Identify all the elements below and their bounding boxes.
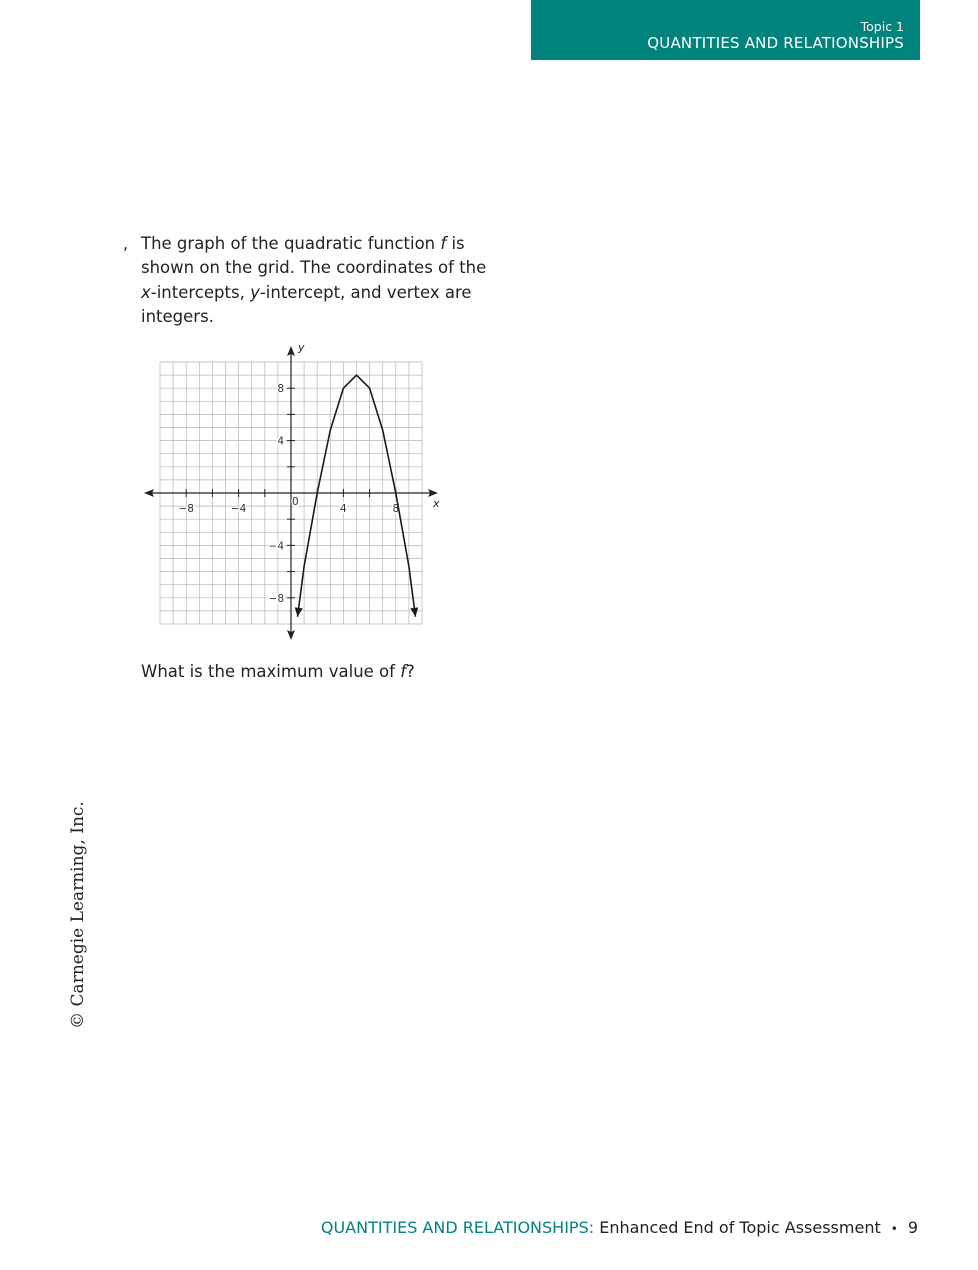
y-tick-label: −8 (268, 592, 284, 605)
copyright-notice: © Carnegie Learning, Inc. (68, 801, 88, 1029)
prompt-text: What is the maximum value of (141, 662, 401, 681)
page-number: 9 (907, 1218, 918, 1237)
q-var-x: x (141, 282, 151, 302)
q-var-f: f (440, 234, 447, 253)
x-axis-label: x (433, 497, 440, 510)
footer-separator: • (890, 1222, 898, 1236)
topic-number: Topic 1 (860, 19, 904, 34)
x-tick-label: −8 (178, 503, 194, 515)
y-tick-label: −4 (268, 540, 284, 553)
q-text-4: -intercept, and vertex are integers. (141, 282, 472, 326)
quadratic-graph (138, 338, 443, 648)
y-tick-label: 4 (277, 435, 284, 448)
prompt-end: ? (406, 662, 415, 681)
prompt-var-f: f (400, 662, 407, 681)
q-text-2: is shown on the grid. The coordinates of the (141, 234, 487, 278)
y-axis-label: y (298, 341, 305, 354)
question-marker: , (123, 234, 129, 253)
x-tick-label: −4 (230, 503, 247, 515)
footer-topic: QUANTITIES AND RELATIONSHIPS: (320, 1218, 595, 1237)
question-prompt (141, 660, 415, 684)
footer-title: Enhanced End of Topic Assessment (594, 1218, 881, 1237)
topic-header (531, 0, 920, 60)
question-text (141, 232, 501, 329)
q-text-1: The graph of the quadratic function (141, 234, 441, 253)
y-tick-label: 8 (277, 383, 284, 396)
x-tick-label: 8 (392, 503, 400, 515)
parabola-arrow-left (295, 607, 303, 616)
x-tick-label: 4 (340, 503, 347, 515)
origin-label: 0 (292, 496, 299, 508)
q-text-3: -intercepts, (150, 282, 251, 302)
topic-title: QUANTITIES AND RELATIONSHIPS (647, 34, 904, 52)
footer (321, 1217, 918, 1240)
parabola-arrow-right (410, 607, 418, 616)
q-var-y: y (250, 282, 260, 302)
